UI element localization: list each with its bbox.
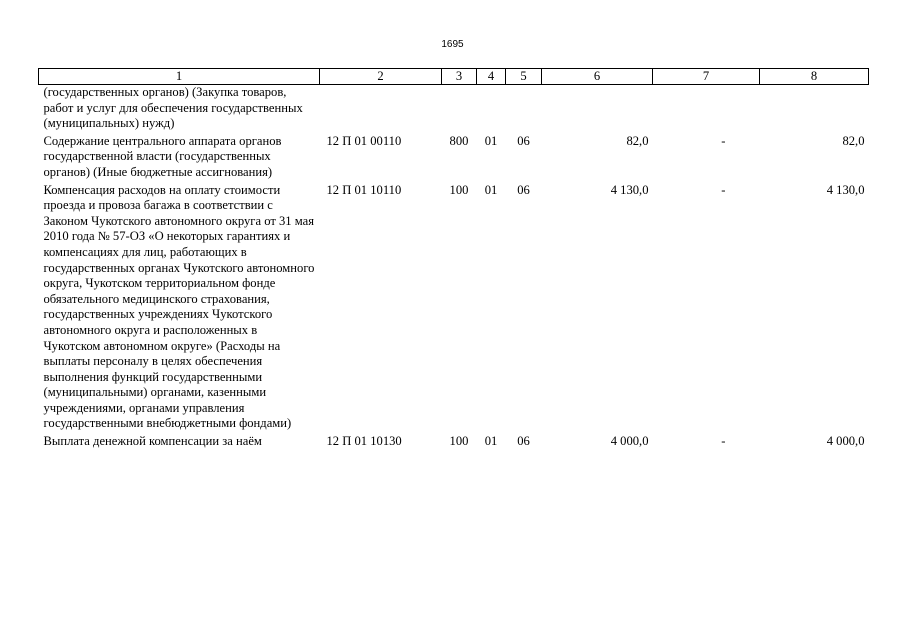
row-col-4 [477, 85, 506, 134]
row-col-7: - [721, 434, 726, 449]
budget-table [38, 68, 869, 452]
row-col-6 [542, 85, 653, 134]
header-col-3: 3 [442, 69, 477, 85]
header-col-7: 7 [653, 69, 760, 85]
row-name: Содержание центрального аппарата органов государственной власти (государственных органов) (Иные бюджетные ассигнования) [43, 133, 282, 179]
header-col-1: 1 [39, 69, 320, 85]
row-col-8 [760, 85, 869, 134]
table-row [39, 85, 869, 134]
row-col-4: 01 [484, 434, 498, 449]
table-row [39, 183, 869, 435]
row-col-4: 01 [484, 133, 498, 148]
row-col-8: 4 000,0 [826, 434, 865, 449]
row-code: 12 П 01 10130 [326, 434, 402, 449]
row-col-7 [653, 85, 760, 134]
row-code: 12 П 01 10110 [326, 182, 402, 197]
row-col-3 [442, 85, 477, 134]
row-col-4: 01 [484, 182, 498, 197]
table-row [39, 434, 869, 452]
row-col-8: 4 130,0 [826, 182, 865, 197]
row-name: (государственных органов) (Закупка товаров, работ и услуг для обеспечения государственных (муниципальных) нужд) [43, 85, 303, 131]
row-code [320, 85, 442, 134]
row-name: Компенсация расходов на оплату стоимости проезда и провоза багажа в соответствии с Законом Чукотского автономного округа от 31 мая 2010 года № 57-ОЗ «О некоторых гарантиях и компенсациях для лиц, работающих в государственных органах Чукотского автономного округа, Чукотском территориальном фонде обязательного медицинского страхования, государственных учреждениях Чукотского автономного округа и расположенных в Чукотском автономном округе» (Расходы на выплаты персоналу в целях обеспечения выполнения функций государственными (муниципальными) органами, казенными учреждениями, органами управления государственными внебюджетными фондами) [43, 182, 315, 431]
row-name: Выплата денежной компенсации за наём [43, 434, 262, 449]
header-col-2: 2 [320, 69, 442, 85]
row-col-5 [506, 85, 542, 134]
table-header-row [39, 69, 869, 85]
row-col-5: 06 [517, 182, 530, 197]
row-code: 12 П 01 00110 [326, 133, 402, 148]
header-col-4: 4 [477, 69, 506, 85]
row-col-7: - [721, 182, 726, 197]
row-col-6: 82,0 [626, 133, 649, 148]
row-col-5: 06 [517, 133, 530, 148]
row-col-8: 82,0 [842, 133, 865, 148]
header-col-8: 8 [760, 69, 869, 85]
row-col-3: 100 [449, 434, 469, 449]
row-col-5: 06 [517, 434, 530, 449]
row-col-3: 800 [449, 133, 469, 148]
row-col-3: 100 [449, 182, 469, 197]
row-col-6: 4 130,0 [610, 182, 649, 197]
header-col-6: 6 [542, 69, 653, 85]
row-col-7: - [721, 133, 726, 148]
row-col-6: 4 000,0 [610, 434, 649, 449]
table-row [39, 134, 869, 183]
header-col-5: 5 [506, 69, 542, 85]
page-number: 1695 [441, 39, 464, 50]
